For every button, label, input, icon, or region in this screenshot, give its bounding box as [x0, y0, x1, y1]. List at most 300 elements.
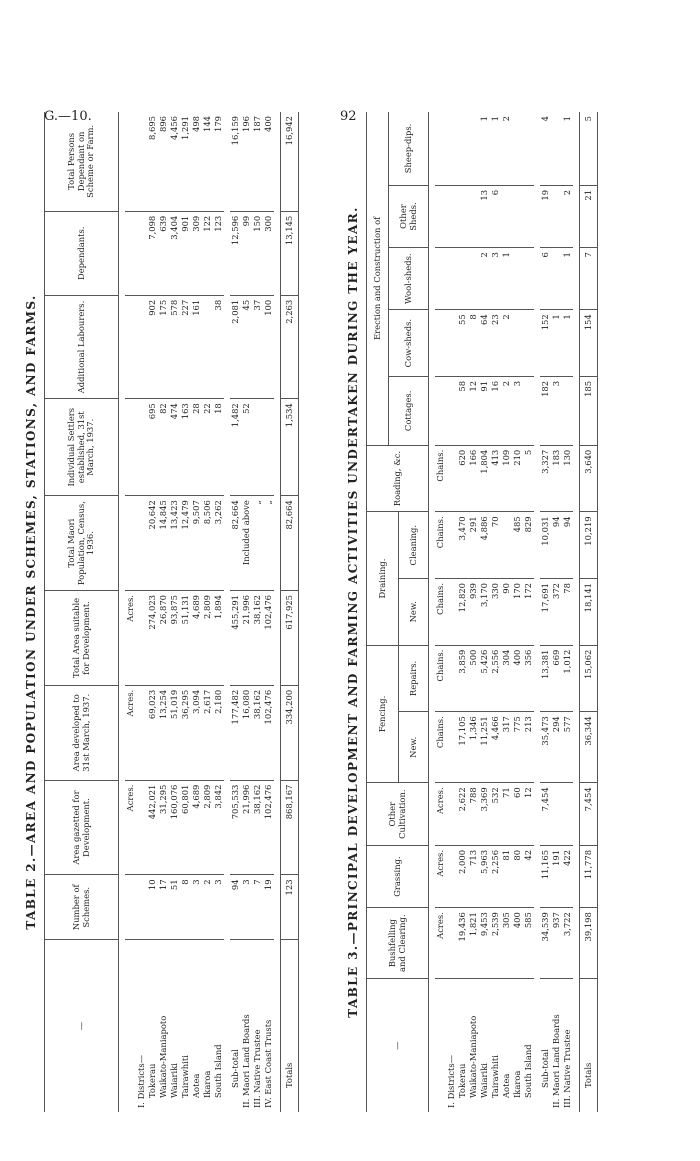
table-cell: 2,809	[202, 591, 213, 686]
row-label: South Island	[213, 1044, 223, 1098]
t3-head-fencing-repairs: Repairs.	[399, 645, 429, 712]
table-cell	[125, 496, 136, 591]
table-cell: 183	[551, 445, 562, 512]
table-cell: 37	[252, 295, 263, 398]
row-label: South Island	[523, 1044, 533, 1098]
t3-head-cottages: Cottages.	[389, 376, 429, 445]
table-cell: 154	[580, 310, 598, 377]
table-cell: 3	[241, 875, 252, 940]
table-cell: 177,482	[230, 685, 241, 780]
table-row	[136, 112, 147, 1112]
table-cell	[551, 185, 562, 247]
table-cell: 1	[490, 112, 501, 185]
table-cell: 902	[147, 295, 158, 398]
table-cell: Acres.	[125, 685, 136, 780]
table-cell	[202, 295, 213, 398]
table-cell: 82,664	[230, 496, 241, 591]
table-row	[169, 112, 180, 1112]
table-cell: 51	[169, 875, 180, 940]
table-cell	[512, 248, 523, 310]
table-cell: 70	[490, 512, 501, 579]
table-cell: 1	[551, 310, 562, 377]
table-cell: 705,533	[230, 780, 241, 875]
table-cell: 21,996	[241, 591, 252, 686]
table-cell: 2,263	[281, 295, 299, 398]
table-cell: 1,346	[468, 712, 479, 783]
t3-head-woolsheds: Wool-sheds.	[389, 248, 429, 310]
table-row	[479, 112, 490, 1112]
table-cell: 13,145	[281, 211, 299, 295]
table-cell: 17,105	[457, 712, 468, 783]
table-cell	[468, 248, 479, 310]
table-cell	[512, 112, 523, 185]
table-cell	[446, 376, 457, 445]
table-cell: 16	[490, 376, 501, 445]
page-code: G.—10.	[44, 109, 92, 124]
table-cell	[125, 875, 136, 940]
t2-head-schemes: Number of Schemes.	[45, 875, 119, 940]
t3-head-roading: Roading, &c.	[367, 445, 429, 512]
table-cell: 2,622	[457, 783, 468, 846]
table-cell: 8	[180, 875, 191, 940]
table-cell: 213	[523, 712, 534, 783]
table-cell: 1	[479, 112, 490, 185]
table-cell	[446, 645, 457, 712]
table-cell	[551, 248, 562, 310]
table-cell	[125, 399, 136, 496]
row-label	[125, 940, 136, 1112]
table-cell: 36,295	[180, 685, 191, 780]
table-cell: 82,664	[281, 496, 299, 591]
table-cell: 788	[468, 783, 479, 846]
table-cell: 400	[263, 112, 274, 211]
table-cell: Chains.	[435, 512, 446, 579]
table-cell: 4,689	[191, 780, 202, 875]
table-cell	[446, 112, 457, 185]
table-cell: 5	[523, 445, 534, 512]
totals-row	[281, 112, 299, 1112]
table-row	[241, 112, 252, 1112]
table-cell: 1,291	[180, 112, 191, 211]
table-cell: 868,167	[281, 780, 299, 875]
table-cell: 26,870	[158, 591, 169, 686]
table-cell: 81	[501, 845, 512, 907]
row-label	[435, 979, 446, 1112]
table-cell: 1,821	[468, 908, 479, 979]
t2-head-population: Total Maori Population, Census, 1936.	[45, 496, 119, 591]
table-cell	[523, 112, 534, 185]
t3-head-grassing: Grassing.	[367, 845, 429, 907]
table-cell: 617,925	[281, 591, 299, 686]
table-cell: 330	[490, 579, 501, 646]
table-cell: 175	[158, 295, 169, 398]
table-cell: 413	[490, 445, 501, 512]
table-cell: 585	[523, 908, 534, 979]
table-cell: 99	[241, 211, 252, 295]
table-cell: 3,404	[169, 211, 180, 295]
table-cell: 51,131	[180, 591, 191, 686]
table-cell: 71	[501, 783, 512, 846]
table-cell: 2	[501, 310, 512, 377]
table-cell: 42	[523, 845, 534, 907]
table-cell: Acres.	[125, 780, 136, 875]
table-cell: 20,642	[147, 496, 158, 591]
table-cell: 23	[490, 310, 501, 377]
table2-title: TABLE 2.—AREA AND POPULATION UNDER SCHEMES, STATIONS, AND FARMS.	[24, 294, 38, 930]
table-cell: 19,436	[457, 908, 468, 979]
table-cell: 123	[281, 875, 299, 940]
table-cell: 1,012	[562, 645, 573, 712]
table-cell: 896	[158, 112, 169, 211]
table-cell: 2,081	[230, 295, 241, 398]
table-cell: 669	[551, 645, 562, 712]
row-label: Sub-total	[540, 1049, 550, 1088]
row-label: Totals	[281, 940, 299, 1112]
table-cell: 19	[540, 185, 551, 247]
table-cell	[136, 875, 147, 940]
table-cell: 12	[523, 783, 534, 846]
table-cell: 182	[540, 376, 551, 445]
table-cell: 3,327	[540, 445, 551, 512]
table-cell: 13,381	[540, 645, 551, 712]
table-cell	[446, 712, 457, 783]
table-cell: 775	[512, 712, 523, 783]
table-cell	[562, 376, 573, 445]
table-cell: 12,479	[180, 496, 191, 591]
table-cell: 185	[580, 376, 598, 445]
table-cell: 16,159	[230, 112, 241, 211]
table-cell: 1,534	[281, 399, 299, 496]
row-label: Totals	[580, 979, 598, 1112]
table-cell	[435, 248, 446, 310]
table-cell: 10,219	[580, 512, 598, 579]
table-cell: 160,076	[169, 780, 180, 875]
row-label: Tokerau	[147, 1063, 157, 1098]
table-cell: 3,094	[191, 685, 202, 780]
table-cell	[136, 295, 147, 398]
table-cell: 163	[180, 399, 191, 496]
table-cell	[125, 112, 136, 211]
table-cell: 294	[551, 712, 562, 783]
table-cell: 3	[490, 248, 501, 310]
t3-head-cowsheds: Cow-sheds.	[389, 310, 429, 377]
table-cell: 100	[263, 295, 274, 398]
table-cell: 80	[512, 845, 523, 907]
table-row	[202, 112, 213, 1112]
table-cell: 191	[551, 845, 562, 907]
table-cell: 16,942	[281, 112, 299, 211]
table-cell: 11,778	[580, 845, 598, 907]
table-cell: 309	[191, 211, 202, 295]
table-cell: 8,506	[202, 496, 213, 591]
row-label: I. Districts—	[136, 1054, 146, 1108]
table-cell: 4,466	[490, 712, 501, 783]
table-row	[158, 112, 169, 1112]
table-cell: Chains.	[435, 645, 446, 712]
table-cell: 7,454	[580, 783, 598, 846]
t2-head-suitable: Total Area suitable for Development.	[45, 591, 119, 686]
totals-row	[580, 112, 598, 1112]
table-cell	[136, 685, 147, 780]
table-cell	[446, 185, 457, 247]
table-cell: 532	[490, 783, 501, 846]
table-cell	[136, 399, 147, 496]
table-cell	[551, 112, 562, 185]
table-cell: 78	[562, 579, 573, 646]
table-cell: 5,963	[479, 845, 490, 907]
row-label: Tairawhiti	[180, 1055, 190, 1098]
table-cell: 55	[457, 310, 468, 377]
table-cell	[468, 112, 479, 185]
table-cell: 3,262	[213, 496, 224, 591]
table-cell: 291	[468, 512, 479, 579]
table-cell: 18,141	[580, 579, 598, 646]
t2-head-label: —	[45, 940, 119, 1112]
table-cell: 400	[512, 908, 523, 979]
table-cell: 11,165	[540, 845, 551, 907]
table-cell: 9,453	[479, 908, 490, 979]
table-cell: 19	[263, 875, 274, 940]
table-cell: 1	[562, 310, 573, 377]
table-cell: 91	[479, 376, 490, 445]
table-row	[468, 112, 479, 1112]
table-cell	[125, 295, 136, 398]
table-cell: 102,476	[263, 780, 274, 875]
table-cell: 170	[512, 579, 523, 646]
t3-head-othersheds: Other Sheds.	[389, 185, 429, 247]
table-cell: 210	[512, 445, 523, 512]
table-cell: 172	[523, 579, 534, 646]
table-row	[523, 112, 534, 1112]
table-cell	[551, 783, 562, 846]
table-cell: 102,476	[263, 685, 274, 780]
row-label: Waiariki	[479, 1063, 489, 1098]
table-cell: 356	[523, 645, 534, 712]
row-label: I. Districts—	[446, 1054, 456, 1108]
table-cell	[446, 512, 457, 579]
table-cell: 578	[169, 295, 180, 398]
table-cell: 122	[202, 211, 213, 295]
table-cell: 442,021	[147, 780, 158, 875]
table-cell	[512, 185, 523, 247]
table-cell: 400	[512, 645, 523, 712]
table-cell	[457, 248, 468, 310]
table-cell: 3,722	[562, 908, 573, 979]
table-row	[147, 112, 158, 1112]
table-cell: 695	[147, 399, 158, 496]
row-label: III. Native Trustee	[562, 1029, 572, 1108]
table-cell: 9,507	[191, 496, 202, 591]
table-cell	[446, 310, 457, 377]
table-cell: 90	[501, 579, 512, 646]
table-cell: 15,062	[580, 645, 598, 712]
table-cell: 939	[468, 579, 479, 646]
table-cell: 18	[213, 399, 224, 496]
table-cell: Chains.	[435, 579, 446, 646]
table-cell: 51,019	[169, 685, 180, 780]
table-cell: 82	[158, 399, 169, 496]
table-cell: 45	[241, 295, 252, 398]
table-cell: 1	[501, 248, 512, 310]
table-cell: 2	[479, 248, 490, 310]
table-cell: 94	[562, 512, 573, 579]
row-label: Waikato-Maniapoto	[158, 1015, 168, 1098]
table-cell: 7,098	[147, 211, 158, 295]
table-cell: 22	[202, 399, 213, 496]
table-cell: 422	[562, 845, 573, 907]
table-cell: 2	[562, 185, 573, 247]
table-cell: 150	[252, 211, 263, 295]
table-cell: 31,295	[158, 780, 169, 875]
table-cell: 2,556	[490, 645, 501, 712]
table-cell: 304	[501, 645, 512, 712]
row-label: Ikaroa	[202, 1070, 212, 1098]
table-cell	[446, 845, 457, 907]
t2-head-developed: Area developed to 31st March, 1937.	[45, 685, 119, 780]
table-cell	[501, 185, 512, 247]
table-cell: 3	[191, 875, 202, 940]
t3-head-bushfelling: Bushfelling and Clearing.	[367, 908, 429, 979]
row-label: IV. East Coast Trusts	[263, 1019, 273, 1108]
table-cell: 3,842	[213, 780, 224, 875]
table-cell: 13,423	[169, 496, 180, 591]
table-cell: 60,801	[180, 780, 191, 875]
table-cell: 161	[191, 295, 202, 398]
table3-body	[429, 112, 598, 1112]
table-cell: 334,200	[281, 685, 299, 780]
table-cell: 4,689	[191, 591, 202, 686]
table-cell: 60	[512, 783, 523, 846]
table2	[44, 112, 299, 1112]
table-cell: 2	[501, 112, 512, 185]
t2-head-gazetted: Area gazetted for Development.	[45, 780, 119, 875]
page-number: 92	[340, 109, 357, 124]
table-cell: 17	[158, 875, 169, 940]
table-cell: 2,539	[490, 908, 501, 979]
table-cell: 305	[501, 908, 512, 979]
table-cell: „	[263, 496, 274, 591]
table-cell: 11,251	[479, 712, 490, 783]
table-cell: Included above	[241, 496, 252, 591]
table-row	[435, 112, 446, 1112]
table-cell: 3	[512, 376, 523, 445]
table-cell: 498	[191, 112, 202, 211]
table-cell: 274,023	[147, 591, 158, 686]
table-cell: 36,344	[580, 712, 598, 783]
table-cell	[457, 185, 468, 247]
table-cell: Acres.	[435, 783, 446, 846]
table-cell	[435, 310, 446, 377]
table-cell: 12,820	[457, 579, 468, 646]
table-cell: 8,695	[147, 112, 158, 211]
table-cell: 93,875	[169, 591, 180, 686]
table-cell: 39,198	[580, 908, 598, 979]
table-cell: 64	[479, 310, 490, 377]
t3-head-cultivation: Other Cultivation.	[367, 783, 429, 846]
t3-head-draining: Draining.	[367, 512, 399, 645]
table-cell: 152	[540, 310, 551, 377]
row-label: Ikaroa	[512, 1070, 522, 1098]
table-cell	[446, 445, 457, 512]
table-row	[252, 112, 263, 1112]
table-cell: 38	[213, 295, 224, 398]
table-cell	[263, 399, 274, 496]
row-label: II. Maori Land Boards	[551, 1014, 561, 1108]
table-cell: Acres.	[125, 591, 136, 686]
table-cell: 300	[263, 211, 274, 295]
table-cell: 901	[180, 211, 191, 295]
table-cell: 13,254	[158, 685, 169, 780]
table-cell: 3,640	[580, 445, 598, 512]
table-cell: 16,080	[241, 685, 252, 780]
table-cell: 7	[252, 875, 263, 940]
table-cell: 69,023	[147, 685, 158, 780]
table-cell: 38,162	[252, 591, 263, 686]
table-cell: 12	[468, 376, 479, 445]
t3-head-draining-cleaning: Cleaning.	[399, 512, 429, 579]
table-cell: 474	[169, 399, 180, 496]
table-row	[125, 112, 136, 1112]
table-cell	[136, 112, 147, 211]
table-cell: 829	[523, 512, 534, 579]
table-cell: 166	[468, 445, 479, 512]
table-cell: 2,809	[202, 780, 213, 875]
table-cell: 34,539	[540, 908, 551, 979]
table-cell: 2,256	[490, 845, 501, 907]
table-cell: 5,426	[479, 645, 490, 712]
t3-head-draining-new: New.	[399, 579, 429, 646]
table-cell: 94	[230, 875, 241, 940]
table-cell: 196	[241, 112, 252, 211]
table-cell	[446, 579, 457, 646]
table-cell	[136, 780, 147, 875]
table-cell	[136, 496, 147, 591]
table-cell: 94	[551, 512, 562, 579]
table-cell: Acres.	[435, 845, 446, 907]
table-cell: Acres.	[435, 908, 446, 979]
table-cell	[252, 399, 263, 496]
table-cell: 13	[479, 185, 490, 247]
table-cell: 577	[562, 712, 573, 783]
table-cell	[435, 112, 446, 185]
t3-head-erection: Erection and Construction of	[367, 112, 389, 445]
table-cell: 10	[147, 875, 158, 940]
row-label: Waiariki	[169, 1063, 179, 1098]
table-cell: „	[252, 496, 263, 591]
row-label: Waikato-Maniapoto	[468, 1015, 478, 1098]
table-cell: 21	[580, 185, 598, 247]
table-cell: 937	[551, 908, 562, 979]
table-cell: 3,369	[479, 783, 490, 846]
table-cell	[457, 112, 468, 185]
table-row	[490, 112, 501, 1112]
table-cell: 28	[191, 399, 202, 496]
t2-head-settlers: Individual Settlers established, 31st March, 1937.	[45, 399, 119, 496]
table-cell: 4	[540, 112, 551, 185]
table-cell: 317	[501, 712, 512, 783]
table-cell: 2,180	[213, 685, 224, 780]
table-cell: 144	[202, 112, 213, 211]
table-cell: 102,476	[263, 591, 274, 686]
t3-head-label: —	[367, 979, 429, 1112]
table-cell: 1,482	[230, 399, 241, 496]
table-cell: 8	[468, 310, 479, 377]
table-cell: 1	[562, 248, 573, 310]
table-cell: 109	[501, 445, 512, 512]
table-cell: Chains.	[435, 712, 446, 783]
table-cell: 3,170	[479, 579, 490, 646]
table-cell: 52	[241, 399, 252, 496]
